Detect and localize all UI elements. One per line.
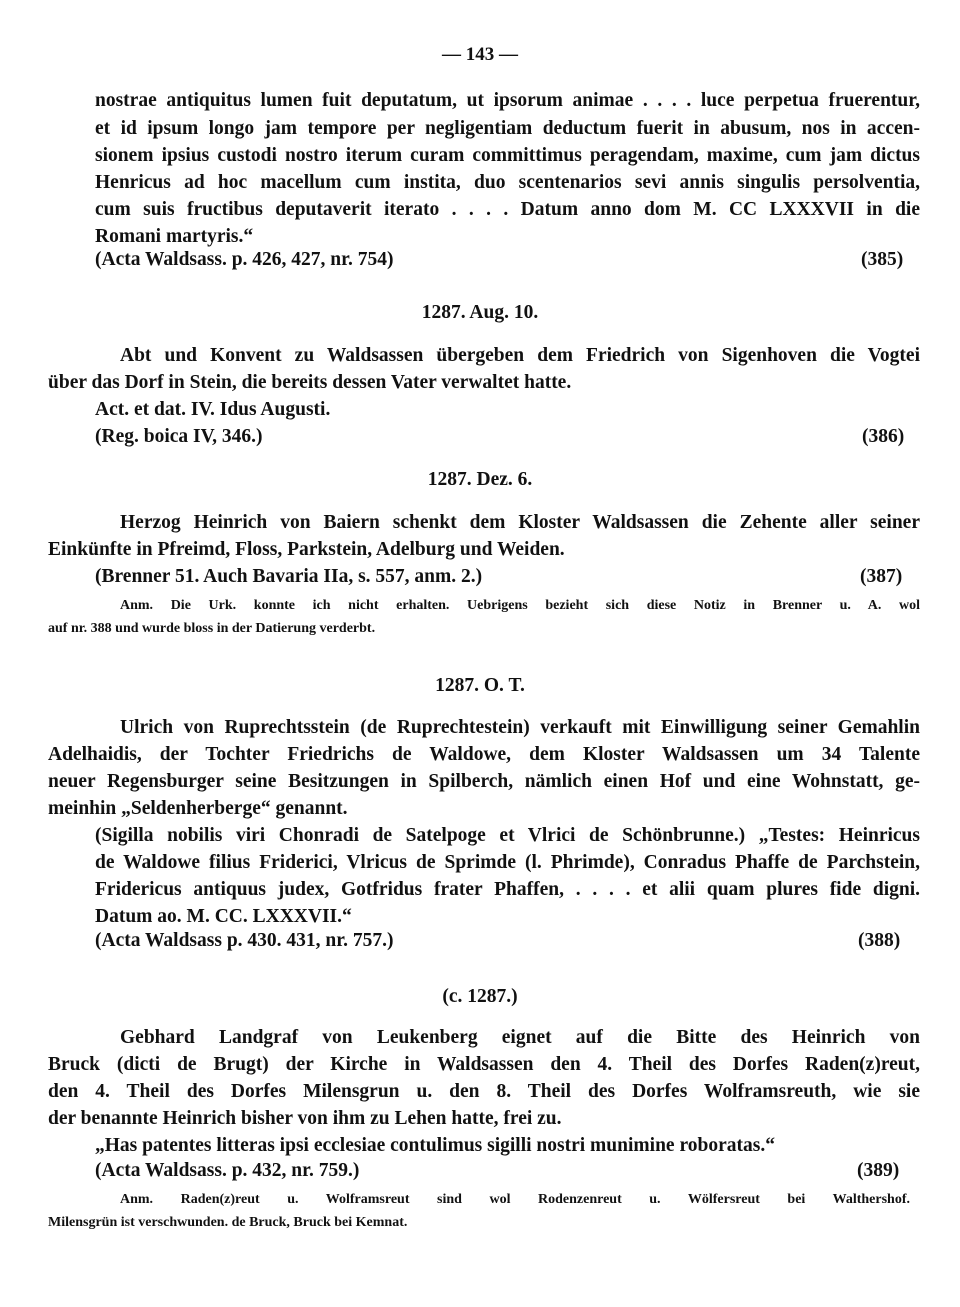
footnote-line: Anm. Die Urk. konnte ich nicht erhalten. Uebrigens bezieht sich diese Notiz in Brenner u. A. wol [120,598,920,613]
entry-date: 1287. Aug. 10. [421,302,539,323]
text-line: neuer Regensburger seine Besitzungen in Spilberch, nämlich einen Hof und eine Wohnstatt, ge- [48,771,920,792]
text-line: de Waldowe filius Friderici, Vlricus de Sprimde (l. Phrimde), Conradus Phaffe de Parchstein, [95,852,920,873]
text-line: (Sigilla nobilis viri Chonradi de Satelpoge et Vlrici de Schönbrunne.) „Testes: Heinricus [95,825,920,846]
source-reference: (Brenner 51. Auch Bavaria IIa, s. 557, anm. 2.) [95,566,483,587]
text-line: et id ipsum longo jam tempore per negligentiam deductum fuerit in abusum, nos in accen- [95,118,920,139]
entry-number: (387) [860,566,903,587]
entry-number: (388) [858,930,901,951]
text-line: Abt und Konvent zu Waldsassen übergeben dem Friedrich von Sigenhoven die Vogtei [120,345,920,366]
entry-date: 1287. Dez. 6. [427,469,533,490]
text-line: Datum ao. M. CC. LXXXVII.“ [95,906,352,927]
entry-number: (386) [862,426,905,447]
source-reference: (Acta Waldsass p. 430. 431, nr. 757.) [95,930,394,951]
text-line: cum suis fructibus deputaverit iterato . . . . Datum anno dom M. CC LXXXVII in die [95,199,920,220]
page-number: — 143 — [442,44,518,65]
text-line: Fridericus antiquus judex, Gotfridus frater Phaffen, . . . . et alii quam plures fide digni. [95,879,920,900]
text-line: Act. et dat. IV. Idus Augusti. [95,399,331,420]
text-line: über das Dorf in Stein, die bereits dessen Vater verwaltet hatte. [48,372,572,393]
text-line: den 4. Theil des Dorfes Milensgrun u. den 8. Theil des Dorfes Wolframsreuth, wie sie [48,1081,920,1102]
text-line: Romani martyris.“ [95,226,254,247]
entry-date: (c. 1287.) [442,986,518,1007]
text-line: Bruck (dicti de Brugt) der Kirche in Waldsassen den 4. Theil des Dorfes Raden(z)reut, [48,1054,920,1075]
text-line: nostrae antiquitus lumen fuit deputatum, ut ipsorum animae . . . . luce perpetua fruerentur, [95,90,920,111]
entry-number: (389) [857,1160,900,1181]
text-line: Henricus ad hoc macellum cum instita, duo scentenarios sevi annis singulis persolventia, [95,172,920,193]
text-line: „Has patentes litteras ipsi ecclesiae contulimus sigilli nostri munimine roboratas.“ [95,1135,775,1156]
text-line: Herzog Heinrich von Baiern schenkt dem Kloster Waldsassen die Zehente aller seiner [120,512,920,533]
source-reference: (Acta Waldsass. p. 432, nr. 759.) [95,1160,360,1181]
source-reference: (Acta Waldsass. p. 426, 427, nr. 754) [95,249,394,270]
text-line: meinhin „Seldenherberge“ genannt. [48,798,348,819]
entry-number: (385) [861,249,904,270]
text-line: Adelhaidis, der Tochter Friedrichs de Waldowe, dem Kloster Waldsassen um 34 Talente [48,744,920,765]
text-line: Einkünfte in Pfreimd, Floss, Parkstein, Adelburg und Weiden. [48,539,565,560]
footnote-line: Milensgrün ist verschwunden. de Bruck, Bruck bei Kemnat. [48,1215,408,1230]
footnote-line: auf nr. 388 und wurde bloss in der Datierung verderbt. [48,621,376,636]
text-line: sionem ipsius custodi nostro iterum curam committimus peragendam, maxime, cum jam dictus [95,145,920,166]
source-reference: (Reg. boica IV, 346.) [95,426,263,447]
text-line: Ulrich von Ruprechtsstein (de Ruprechtestein) verkauft mit Einwilligung seiner Gemahlin [120,717,920,738]
text-line: der benannte Heinrich bisher von ihm zu Lehen hatte, frei zu. [48,1108,562,1129]
entry-date: 1287. O. T. [435,675,525,696]
footnote-line: Anm. Raden(z)reut u. Wolframsreut sind wol Rodenzenreut u. Wölfersreut bei Walthershof. [120,1192,910,1207]
text-line: Gebhard Landgraf von Leukenberg eignet auf die Bitte des Heinrich von [120,1027,920,1048]
